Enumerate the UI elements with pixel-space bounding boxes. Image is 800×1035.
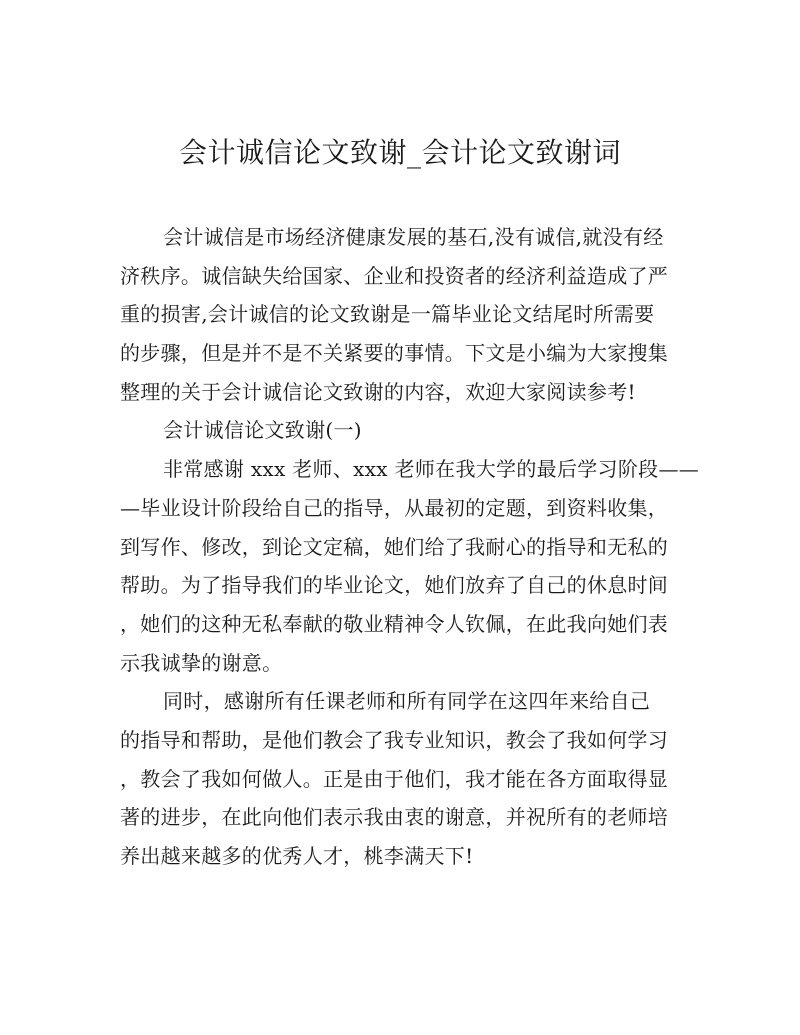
section-heading bbox=[120, 411, 680, 450]
paragraph-line: 重的损害,会计诚信的论文致谢是一篇毕业论文结尾时所需要 bbox=[120, 302, 655, 327]
paragraph-line: 帮助。为了指导我们的毕业论文，她们放弃了自己的休息时间 bbox=[120, 573, 669, 598]
paragraph-line: 的指导和帮助，是他们教会了我专业知识，教会了我如何学习 bbox=[120, 727, 669, 752]
paragraph-line: 示我诚挚的谢意。 bbox=[120, 650, 283, 675]
paragraph-line: 济秩序。诚信缺失给国家、企业和投资者的经济利益造成了严 bbox=[120, 263, 669, 288]
document-body bbox=[120, 218, 700, 876]
paragraph-line: 会计诚信是市场经济健康发展的基石,没有诚信,就没有经 bbox=[163, 225, 664, 249]
paragraph-line: ，教会了我如何做人。正是由于他们，我才能在各方面取得显 bbox=[120, 766, 669, 791]
paragraph-thanks-teachers bbox=[120, 450, 700, 682]
paragraph-line: 到写作、修改，到论文定稿，她们给了我耐心的指导和无私的 bbox=[120, 534, 669, 559]
paragraph-line: 著的进步，在此向他们表示我由衷的谢意，并祝所有的老师培 bbox=[120, 805, 669, 830]
paragraph-line: 同时，感谢所有任课老师和所有同学在这四年来给自己 bbox=[163, 689, 651, 714]
paragraph-line: —毕业设计阶段给自己的指导，从最初的定题，到资料收集， bbox=[120, 495, 669, 520]
paragraph-line: ，她们的这种无私奉献的敬业精神令人钦佩，在此我向她们表 bbox=[120, 611, 669, 636]
section-heading-text: 会计诚信论文致谢(一) bbox=[163, 418, 362, 443]
paragraph-thanks-all bbox=[120, 682, 680, 875]
paragraph-line: 的步骤，但是并不是不关紧要的事情。下文是小编为大家搜集 bbox=[120, 341, 669, 366]
paragraph-intro bbox=[120, 218, 680, 411]
paragraph-line: 非常感谢 xxx 老师、xxx 老师在我大学的最后学习阶段—— bbox=[163, 457, 700, 482]
document-title: 会计诚信论文致谢_会计论文致谢词 bbox=[178, 136, 621, 169]
paragraph-line: 整理的关于会计诚信论文致谢的内容，欢迎大家阅读参考! bbox=[120, 379, 636, 404]
paragraph-line: 养出越来越多的优秀人才，桃李满天下! bbox=[120, 844, 474, 868]
